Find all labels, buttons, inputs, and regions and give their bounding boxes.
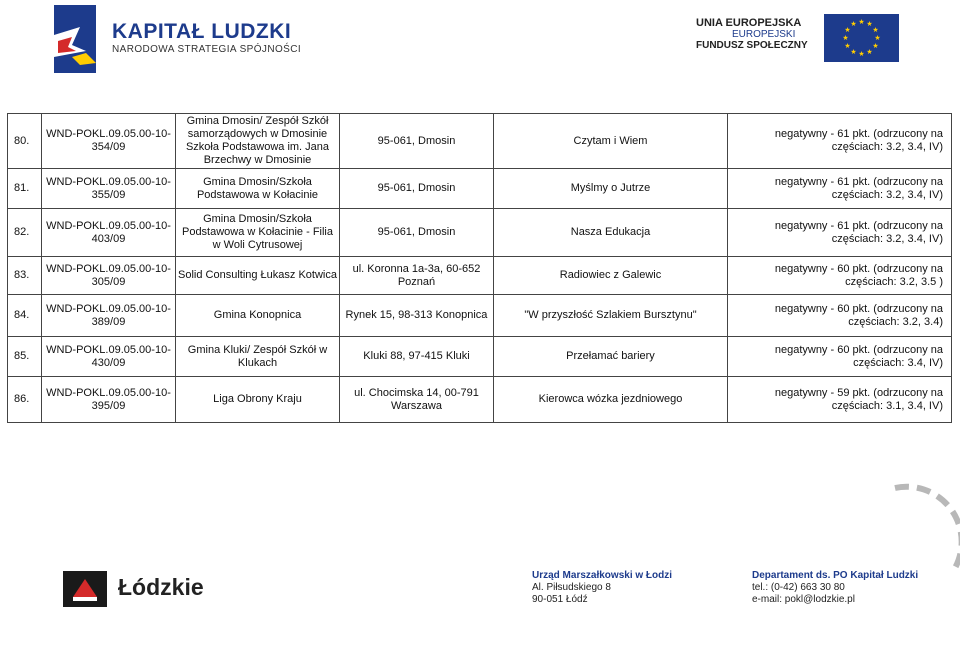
svg-text:★: ★: [844, 42, 851, 50]
table-row: [8, 169, 952, 209]
page-footer: [0, 560, 960, 670]
page-header: [0, 0, 960, 80]
application-id: WND-POKL.09.05.00-10-354/09: [42, 114, 176, 169]
project-title: "W przyszłość Szlakiem Bursztynu": [494, 295, 728, 337]
svg-text:★: ★: [858, 50, 865, 58]
evaluation-result: negatywny - 61 pkt. (odrzucony na częściach: 3.2, 3.4, IV): [728, 169, 952, 209]
row-number: 80.: [8, 114, 42, 169]
svg-text:★: ★: [850, 20, 857, 28]
eu-line-3: FUNDUSZ SPOŁECZNY: [696, 40, 808, 51]
applicant-name: Liga Obrony Kraju: [176, 377, 340, 423]
svg-text:★: ★: [872, 42, 879, 50]
row-number: 82.: [8, 209, 42, 257]
department-email: e-mail: pokl@lodzkie.pl: [752, 594, 855, 605]
applicant-address: 95-061, Dmosin: [340, 114, 494, 169]
department-phone: tel.: (0-42) 663 30 80: [752, 582, 845, 593]
department-name: Departament ds. PO Kapitał Ludzki: [752, 570, 919, 581]
brand-subtitle: NARODOWA STRATEGIA SPÓJNOŚCI: [112, 44, 302, 55]
row-number: 85.: [8, 337, 42, 377]
row-number: 84.: [8, 295, 42, 337]
application-id: WND-POKL.09.05.00-10-355/09: [42, 169, 176, 209]
applicant-name: Gmina Konopnica: [176, 295, 340, 337]
eu-line-1: UNIA EUROPEJSKA: [696, 17, 802, 29]
eu-line-2: EUROPEJSKI: [732, 29, 796, 40]
row-number: 83.: [8, 257, 42, 295]
table-row: [8, 295, 952, 337]
brand-title: KAPITAŁ LUDZKI: [112, 20, 292, 43]
evaluation-result: negatywny - 61 pkt. (odrzucony na częściach: 3.2, 3.4, IV): [728, 209, 952, 257]
department-contact: [752, 570, 918, 606]
row-number: 86.: [8, 377, 42, 423]
svg-text:★: ★: [850, 48, 857, 56]
table-row: [8, 209, 952, 257]
application-id: WND-POKL.09.05.00-10-403/09: [42, 209, 176, 257]
applicant-name: Gmina Dmosin/Szkoła Podstawowa w Kołacinie: [176, 169, 340, 209]
decorative-arc: [885, 480, 960, 570]
svg-text:★: ★: [874, 34, 881, 42]
applicant-name: Gmina Kluki/ Zespół Szkół w Klukach: [176, 337, 340, 377]
table-row: [8, 377, 952, 423]
svg-text:★: ★: [844, 26, 851, 34]
applicant-address: Rynek 15, 98-313 Konopnica: [340, 295, 494, 337]
svg-text:★: ★: [866, 20, 873, 28]
application-id: WND-POKL.09.05.00-10-430/09: [42, 337, 176, 377]
applicant-name: Gmina Dmosin/Szkoła Podstawowa w Kołacinie - Filia w Woli Cytrusowej: [176, 209, 340, 257]
project-title: Czytam i Wiem: [494, 114, 728, 169]
evaluation-result: negatywny - 60 pkt. (odrzucony na częściach: 3.2, 3.4): [728, 295, 952, 337]
eu-flag-icon: [824, 14, 899, 62]
applicant-address: 95-061, Dmosin: [340, 209, 494, 257]
office-street: Al. Piłsudskiego 8: [532, 582, 611, 593]
svg-text:★: ★: [866, 48, 873, 56]
office-address: [532, 570, 672, 606]
evaluation-result: negatywny - 60 pkt. (odrzucony na częściach: 3.4, IV): [728, 337, 952, 377]
evaluation-result: negatywny - 60 pkt. (odrzucony na częściach: 3.2, 3.5 ): [728, 257, 952, 295]
table-row: [8, 337, 952, 377]
office-city: 90-051 Łódź: [532, 594, 588, 605]
project-title: Nasza Edukacja: [494, 209, 728, 257]
eu-caption: [696, 17, 816, 51]
svg-text:★: ★: [872, 26, 879, 34]
applicant-address: Kluki 88, 97-415 Kluki: [340, 337, 494, 377]
application-id: WND-POKL.09.05.00-10-395/09: [42, 377, 176, 423]
evaluation-result: negatywny - 61 pkt. (odrzucony na częściach: 3.2, 3.4, IV): [728, 114, 952, 169]
application-id: WND-POKL.09.05.00-10-305/09: [42, 257, 176, 295]
lodzkie-logo-icon: [63, 571, 107, 607]
project-title: Radiowiec z Galewic: [494, 257, 728, 295]
evaluation-result: negatywny - 59 pkt. (odrzucony na częściach: 3.1, 3.4, IV): [728, 377, 952, 423]
kapital-ludzki-logo: [50, 5, 100, 73]
office-name: Urząd Marszałkowski w Łodzi: [532, 570, 673, 581]
applicant-address: ul. Koronna 1a-3a, 60-652 Poznań: [340, 257, 494, 295]
applicant-address: 95-061, Dmosin: [340, 169, 494, 209]
applicant-name: Gmina Dmosin/ Zespół Szkół samorządowych w Dmosinie Szkoła Podstawowa im. Jana Brzechwy w Dmosinie: [176, 114, 340, 169]
table-row: [8, 257, 952, 295]
svg-text:★: ★: [858, 18, 865, 26]
project-title: Kierowca wózka jezdniowego: [494, 377, 728, 423]
application-id: WND-POKL.09.05.00-10-389/09: [42, 295, 176, 337]
applicant-address: ul. Chocimska 14, 00-791 Warszawa: [340, 377, 494, 423]
project-title: Myślmy o Jutrze: [494, 169, 728, 209]
svg-text:★: ★: [842, 34, 849, 42]
region-name: Łódzkie: [118, 574, 204, 600]
applicant-name: Solid Consulting Łukasz Kotwica: [176, 257, 340, 295]
project-title: Przełamać bariery: [494, 337, 728, 377]
applications-table: [7, 113, 952, 423]
row-number: 81.: [8, 169, 42, 209]
table-row: [8, 114, 952, 169]
